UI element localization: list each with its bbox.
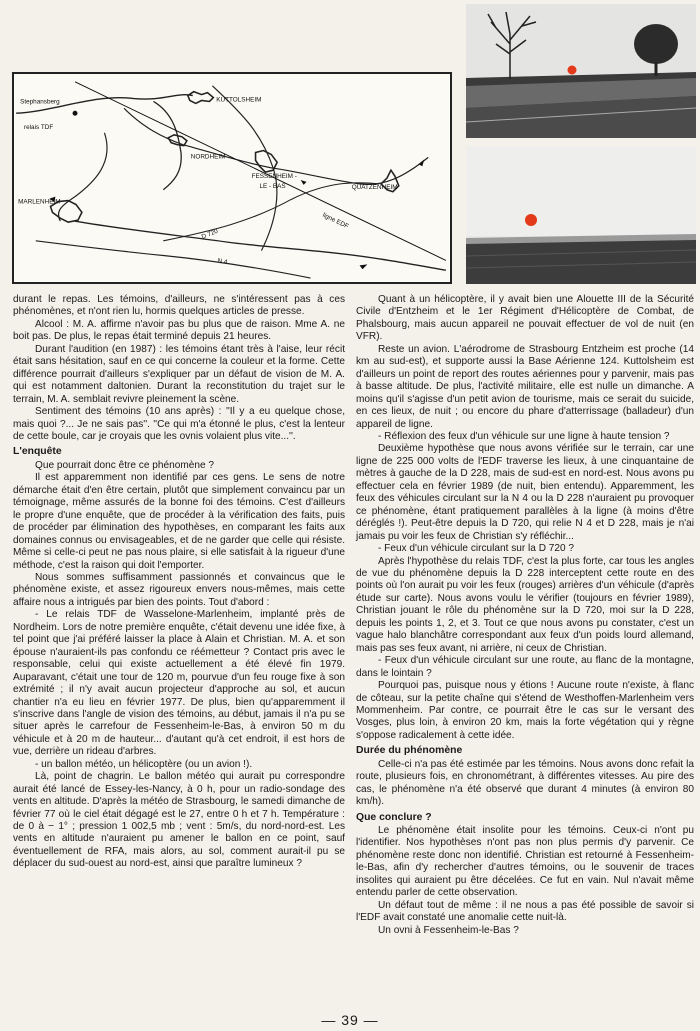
map-label-nordheim: NORDHEIM [190, 153, 226, 161]
heading-duree: Durée du phénomène [356, 745, 463, 757]
paragraph: - un ballon météo, un hélicoptère (ou un avion !). [35, 758, 253, 770]
heading-conclure: Que conclure ? [356, 811, 432, 823]
red-sphere-bottom [525, 214, 537, 226]
map-label-fessenheim: FESSENHEIM - [251, 173, 297, 180]
paragraph: Alcool : M. A. affirme n'avoir pas bu plus que de raison. Mme A. ne boit pas. De plus, le repas était terminé depuis 21 heures. [13, 318, 345, 343]
right-column [356, 294, 694, 937]
paragraph: Deuxième hypothèse que nous avons vérifiée sur le terrain, car une ligne de 225 000 volts de l'EDF traverse les lieux, à une cinquantaine de mètres à gauche de la D 228, mais de sud-est en nord-est. Nous avons pu effectuer cela en février 1989 (de nuit, bien entendu). Apparemment, les feux des véhicules circulant sur la N 4 ou la D 228 n'auraient pu provoquer ce phénomène, étant pratiquement parallèles à la ligne (à moins d'être déréglés !). Peut-être depuis la D 720, qui relie N 4 et D 228, mais je n'ai jamais pu voir les feux de Christian s'y réfléchir... [356, 443, 694, 542]
paragraph: Le phénomène était insolite pour les témoins. Ceux-ci n'ont pu l'identifier. Nos hypothèses n'ont pas non plus permis d'y parvenir. Ce phénomène reste donc non identifié. Christian est retourné à Fessenheim-le-Bas, afin d'y rechercher d'autres témoins, ou le souvenir de traces insolites qui auraient pu être décelées. Ce fut en vain. Nul n'avait même entendu parler de cette observation. [356, 825, 694, 899]
heading-enquete: L'enquête [13, 446, 62, 458]
paragraph: - Réflexion des feux d'un véhicule sur une ligne à haute tension ? [378, 430, 670, 442]
paragraph: durant le repas. Les témoins, d'ailleurs, ne s'intéressent pas à ces phénomènes, et n'ont rien lu, hormis quelques articles de presse. [13, 294, 345, 318]
map-label-quatzenheim: QUATZENHEIM [351, 183, 398, 191]
map-label-kuttolsheim: KUTTOLSHEIM [216, 96, 262, 104]
paragraph: Il est apparemment non identifié par ces gens. Le sens de notre démarche était d'en être certain, plutôt que simplement convaincu par un témoignage, même assurés de la bonne foi des témoins. C'est d'ailleurs le propre d'une enquête, que de procéder à la vérification des faits, puis de procéder par élimination des hypothèses, en comparant les faits aux domaines connus ou envisageables, et de ne garder que celle qui résiste. Même si celle-ci peut ne pas nous plaire, si elle satisfait à la rigueur d'une méthode, c'est la raison qui doit l'emporter. [13, 472, 345, 571]
map-label-n4: N 4 [216, 257, 228, 267]
paragraph: - Le relais TDF de Wasselone-Marlenheim, implanté près de Nordheim. Lors de notre première enquête, c'était devenu une idée fixe, à tel point que j'ai préféré laisser la place à Alain et Christian. M. A. et son épouse n'auraient-ils pas confondu ce réémetteur ? Contact pris avec le responsable, celui qui existe actuellement a été élevé fin 1979. Auparavant, c'était une tour de 120 m, pourvue d'un feu rouge fixe à son extrémité ; il n'y avait aucun projecteur d'approche au sol, et aucun chantier n'a eu lieu en février 1977. De plus, bien qu'apparemment il s'inscrive dans l'angle de vision des témoins, au début, jamais il n'a pu se situer après le carrefour de Fessenheim-le-Bas, à environ 50 m du véhicule et à 20 m de hauteur... d'autant qu'à cet endroit, il est hors de vue, derrière un rideau d'arbres. [13, 609, 345, 758]
paragraph: Sentiment des témoins (10 ans après) : ''Il y a eu quelque chose, mais quoi ?... Je ne sais pas''. ''Ce qui m'a étonné le plus, c'est la lenteur de cette boule, car je croyais que les ovnis volaient plus vite...''. [13, 406, 345, 442]
location-map [12, 72, 452, 284]
map-label-lebas: LE - BAS [259, 182, 286, 190]
paragraph: Que pourrait donc être ce phénomène ? [35, 459, 215, 471]
photo-bottom [466, 146, 696, 284]
paragraph: Quant à un hélicoptère, il y avait bien une Alouette III de la Sécurité Civile d'Entzheim et le 1er Régiment d'Hélicoptère de Combat, de Phalsbourg, mais aucun appareil ne pouvait effectuer de vol de nuit (en VFR). [356, 294, 694, 343]
paragraph: Durant l'audition (en 1987) : les témoins étant très à l'aise, leur récit était sans hésitation, sauf en ce qui concerne la couleur et la forme. Cette différence pourrait d'ailleurs s'expliquer par un défaut de vision de M. A. qui est notamment daltonien. Durant la reconstitution du trajet sur le terrain, M. A. semblait revivre pleinement la scène. [13, 343, 345, 405]
paragraph: Pourquoi pas, puisque nous y étions ! Aucune route n'existe, à flanc de côteau, sur la petite chaîne qui s'étend de Westhoffen-Marlenheim vers Mommenheim. Par contre, ce pourrait être le cas sur le versant des Vosges, plus loin, à environ 20 km, mais la forte végétation qui y règne s'oppose radicalement à cette idée. [356, 680, 694, 741]
paragraph: Là, point de chagrin. Le ballon météo qui aurait pu correspondre aurait été lancé de Essey-les-Nancy, à 0 h, pour un radio-sondage des vents en altitude. D'après la météo de Strasbourg, le samedi dimanche de février 77 où le ciel était dégagé est le 27, entre 0 h et 7 h. Température : de 0 à − 1° ; pression 1 002,5 mb ; vent : 5m/s, du nord-nord-est. Les vents en altitude n'auraient pu amener le ballon en ce point, sauf éventuellement de RFA, mais alors, au sol, comment aurait-il pu se déplacer du sud-ouest au nord-est, ainsi que paraître lumineux ? [13, 771, 345, 870]
paragraph: Celle-ci n'a pas été estimée par les témoins. Nous avons donc refait la route, plusieurs fois, en chronométrant, à différentes vitesses. Au pire des cas, le phénomène n'a été observé que durant 4 minutes (à environ 80 km/h). [356, 758, 694, 808]
paragraph: Après l'hypothèse du relais TDF, c'est la plus forte, car tous les angles de vue du phénomène depuis la D 228 interceptent cette route en des points où l'on aurait pu voir les feux (rouges) arrières d'un véhicule (d'après étude sur carte). Nous avons voulu le vérifier (toujours en février 1989), Christian jouant le rôle du phénomène sur la D 720, moi sur la D 228, depuis les points 1, 2, et 3. Tout ce que nous avons pu constater, c'est un vague halo blanchâtre correspondant aux feux d'un poids lourd allemand, mais pas ses feux avant, ni arrière, ni ceux de Christian. [356, 555, 694, 654]
relais-marker [73, 111, 78, 116]
red-sphere-top [568, 66, 577, 75]
paragraph: - Feux d'un véhicule circulant sur la D 720 ? [378, 543, 575, 555]
map-label-edf: ligne EDF [321, 211, 350, 231]
page-number: — 39 — [321, 1012, 379, 1028]
map-label-marlenheim: MARLENHEIM [18, 198, 61, 206]
paragraph: Un défaut tout de même : il ne nous a pas été possible de savoir si l'EDF avait constaté une anomalie cette nuit-là. [356, 899, 694, 924]
paragraph: Un ovni à Fessenheim-le-Bas ? [378, 924, 519, 936]
left-column [13, 294, 345, 871]
paragraph: - Feux d'un véhicule circulant sur une route, au flanc de la montagne, dans le lointain ? [356, 655, 694, 679]
map-drawing [14, 74, 450, 282]
photo-top [466, 4, 696, 138]
paragraph: Reste un avion. L'aérodrome de Strasbourg Entzheim est proche (14 km au sud-est), et supporte aussi la Base Aérienne 124. Kuttolsheim est d'ailleurs un point de report des routes aériennes pour y parvenir, mais pas à basse altitude. De plus, l'activité militaire, elle est nulle un dimanche. A moins qu'il s'agisse d'un petit avion de tourisme, mais ce serait du suicide, en ces lieux, de nuit ; ou encore du phare d'atterrissage (balladeur) d'un appareil de ligne. [356, 343, 694, 430]
map-label-stephansberg: Stephansberg [20, 98, 60, 106]
map-label-d720: D 720 [200, 227, 220, 241]
paragraph: Nous sommes suffisamment passionnés et convaincus que le phénomène existe, et assez rigoureux envers nous-mêmes, mais cette affaire nous a intrigués par bien des points. Tout d'abord : [13, 571, 345, 608]
map-label-relais: relais TDF [24, 123, 54, 131]
